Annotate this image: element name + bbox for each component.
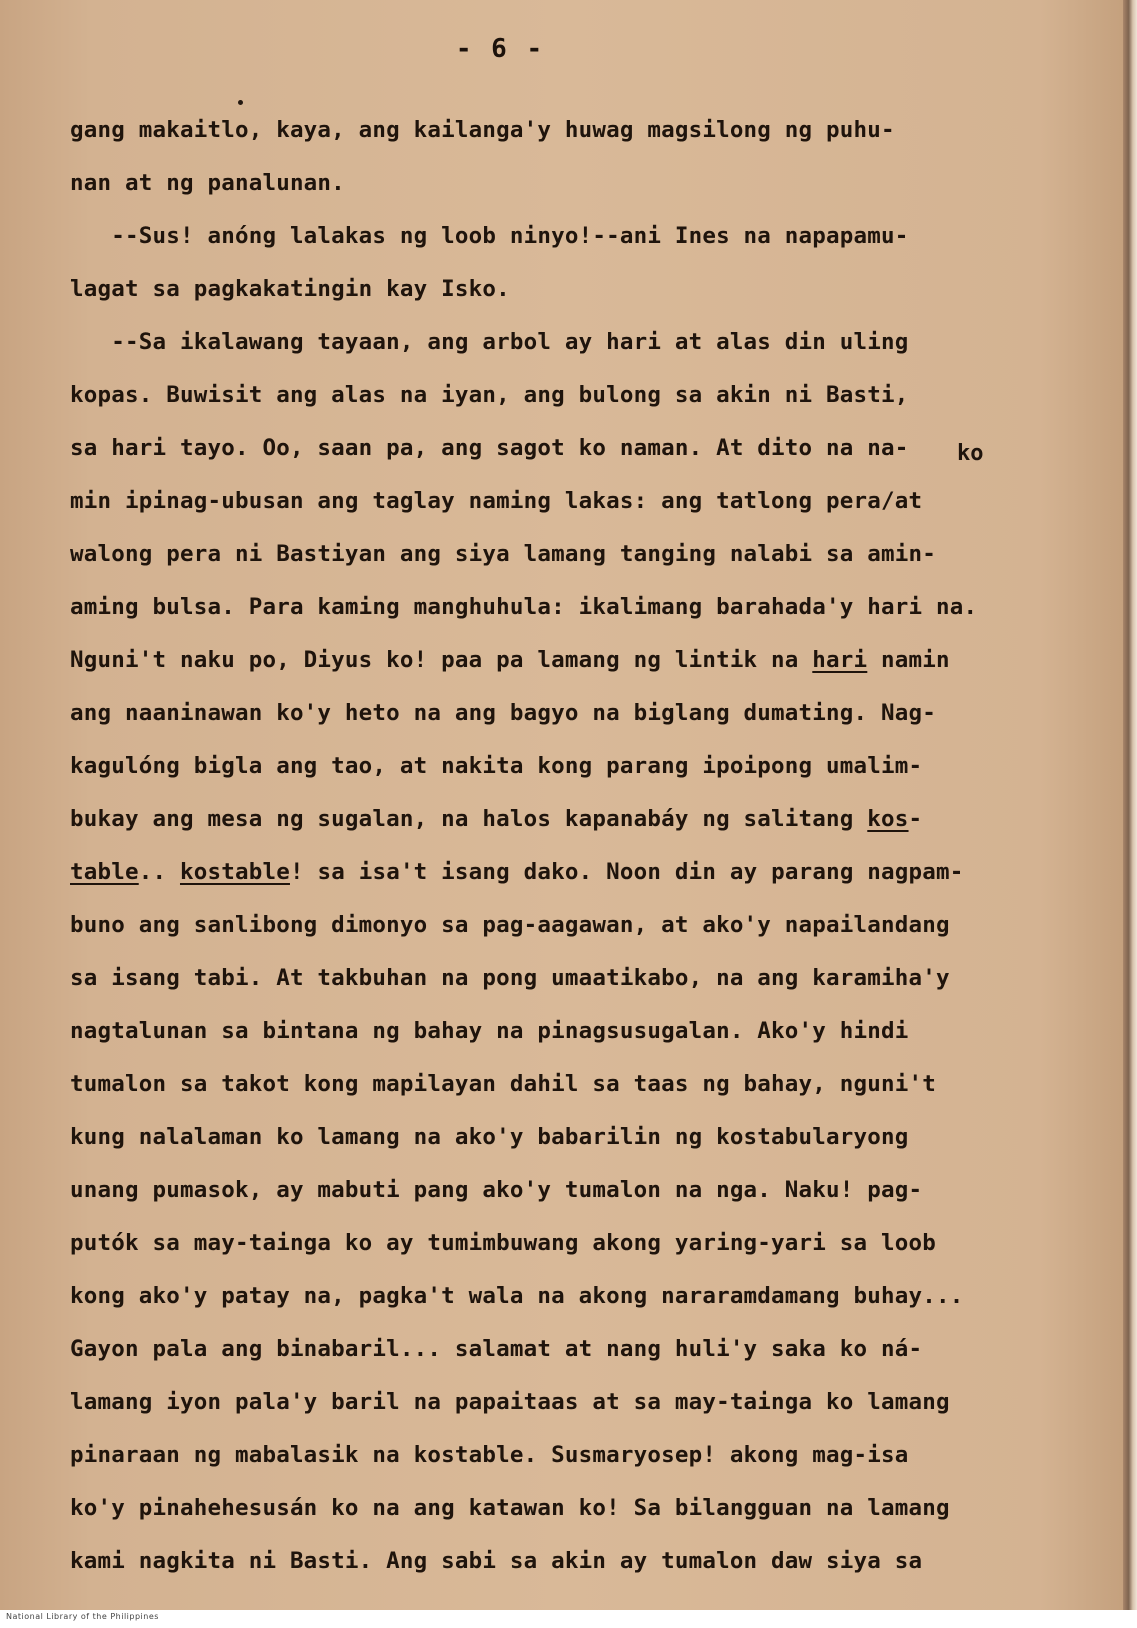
page-edge-shadow [1123, 0, 1137, 1628]
text-line: lamang iyon pala'y baril na papaitaas at sa may-tainga ko lamang [70, 1389, 950, 1415]
text-line: --Sa ikalawang tayaan, ang arbol ay hari at alas din uling [70, 329, 909, 355]
text-line-with-underline: bukay ang mesa ng sugalan, na halos kapanabáy ng salitang kos- [70, 806, 923, 832]
underlined-word: kos [867, 806, 909, 832]
underlined-word: kostable [179, 859, 290, 885]
text-line: buno ang sanlibong dimonyo sa pag-aagawan, at ako'y napailandang [70, 912, 950, 938]
text-line: tumalon sa takot kong mapilayan dahil sa taas ng bahay, nguni't [70, 1071, 937, 1097]
text-line: kong ako'y patay na, pagka't wala na akong nararamdamang buhay... [70, 1283, 964, 1309]
text-line: kagulóng bigla ang tao, at nakita kong parang ipoipong umalim- [70, 753, 923, 779]
text-line: nan at ng panalunan. [70, 170, 345, 196]
text-line: gang makaitlo, kaya, ang kailanga'y huwag magsilong ng puhu- [70, 117, 895, 143]
text-line: aming bulsa. Para kaming manghuhula: ikalimang barahada'y hari na. [70, 594, 978, 620]
library-footer: National Library of the Philippines [6, 1612, 159, 1621]
underlined-word: hari [812, 647, 868, 673]
footer-strip [0, 1610, 1137, 1628]
interline-insertion: ko [957, 441, 984, 466]
text-line: pinaraan ng mabalasik na kostable. Susmaryosep! akong mag-isa [70, 1442, 909, 1468]
text-line: kami nagkita ni Basti. Ang sabi sa akin ay tumalon daw siya sa [70, 1548, 923, 1574]
underlined-word: table [70, 859, 139, 885]
text-line: ang naaninawan ko'y heto na ang bagyo na biglang dumating. Nag- [70, 700, 937, 726]
page-number: - 6 - [455, 34, 545, 64]
typewritten-body [70, 110, 1110, 1594]
text-line: kung nalalaman ko lamang na ako'y babarilin ng kostabularyong [70, 1124, 909, 1150]
text-line: --Sus! anóng lalakas ng loob ninyo!--ani Ines na napapamu- [70, 223, 909, 249]
text-line-with-underline: Nguni't naku po, Diyus ko! paa pa lamang ng lintik na hari namin [70, 647, 950, 673]
text-line: Gayon pala ang binabaril... salamat at nang huli'y saka ko ná- [70, 1336, 923, 1362]
text-line: putók sa may-tainga ko ay tumimbuwang akong yaring-yari sa loob [70, 1230, 937, 1256]
text-line: kopas. Buwisit ang alas na iyan, ang bulong sa akin ni Basti, [70, 382, 909, 408]
text-line: walong pera ni Bastiyan ang siya lamang tanging nalabi sa amin- [70, 541, 937, 567]
text-line: ko'y pinahehesusán ko na ang katawan ko! Sa bilangguan na lamang [70, 1495, 950, 1521]
text-line: lagat sa pagkakatingin kay Isko. [70, 276, 510, 302]
text-line: sa hari tayo. Oo, saan pa, ang sagot ko naman. At dito na na- [70, 435, 909, 461]
text-line-with-underline: table.. kostable! sa isa't isang dako. Noon din ay parang nagpam- [70, 859, 964, 885]
text-line: sa isang tabi. At takbuhan na pong umaatikabo, na ang karamiha'y [70, 965, 950, 991]
text-line: nagtalunan sa bintana ng bahay na pinagsusugalan. Ako'y hindi [70, 1018, 909, 1044]
ink-dot [238, 100, 243, 105]
text-line: unang pumasok, ay mabuti pang ako'y tumalon na nga. Naku! pag- [70, 1177, 923, 1203]
text-line: min ipinag-ubusan ang taglay naming lakas: ang tatlong pera/at [70, 488, 923, 514]
